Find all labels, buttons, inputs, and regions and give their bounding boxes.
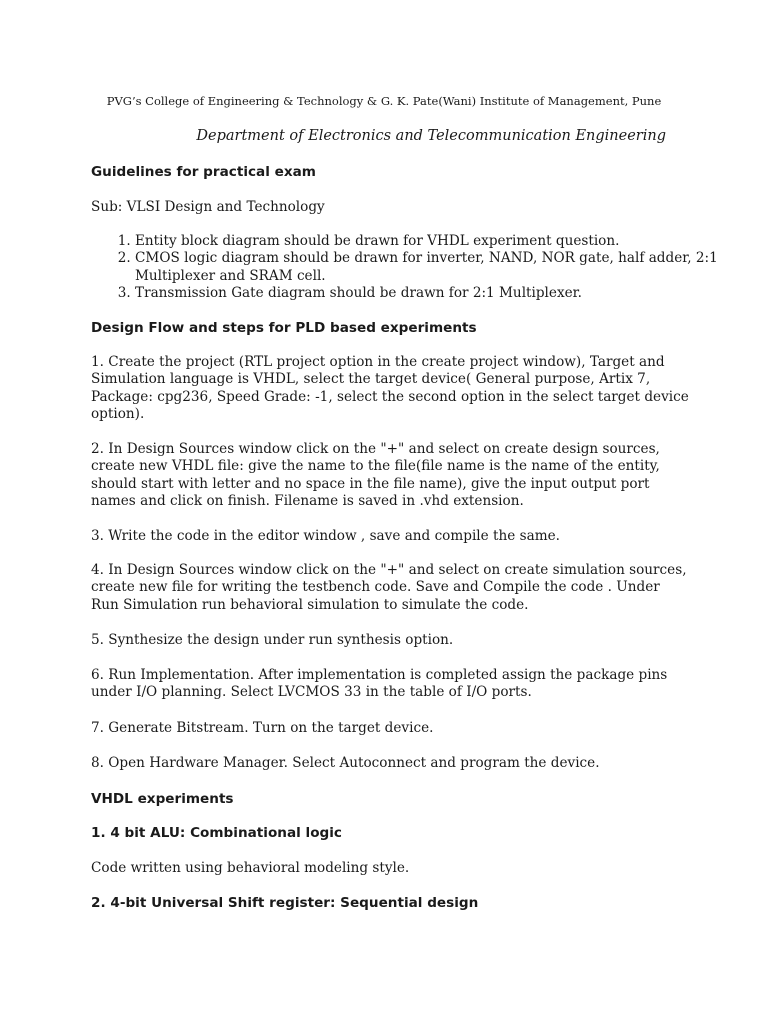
step-7: 7. Generate Bitstream. Turn on the target device. bbox=[91, 720, 434, 736]
experiment-1-title: 1. 4 bit ALU: Combinational logic bbox=[91, 825, 342, 841]
vhdl-heading: VHDL experiments bbox=[91, 791, 234, 807]
department-title: Department of Electronics and Telecommunication Engineering bbox=[196, 128, 666, 144]
step-2: 2. In Design Sources window click on the "+" and select on create design sources, create new VHDL file: give the name to the file(file name is the name of the entity, should start with letter and no space in the file name), give the input output port names and click on finish. Filename is saved in .vhd extension. bbox=[91, 441, 660, 510]
design-flow-heading: Design Flow and steps for PLD based experiments bbox=[91, 320, 477, 336]
guidelines-heading: Guidelines for practical exam bbox=[91, 164, 316, 180]
experiment-1-note: Code written using behavioral modeling style. bbox=[91, 860, 410, 876]
step-4: 4. In Design Sources window click on the "+" and select on create simulation sources, create new file for writing the testbench code. Save and Compile the code . Under Run Simulation run behavioral simulation to simulate the code. bbox=[91, 562, 687, 613]
subject-line: Sub: VLSI Design and Technology bbox=[91, 199, 325, 215]
step-5: 5. Synthesize the design under run synthesis option. bbox=[91, 632, 454, 648]
step-6: 6. Run Implementation. After implementation is completed assign the package pins under I/O planning. Select LVCMOS 33 in the table of I/O ports. bbox=[91, 667, 668, 701]
experiment-2-title: 2. 4-bit Universal Shift register: Sequential design bbox=[91, 895, 479, 911]
institute-header: PVG’s College of Engineering & Technology & G. K. Pate(Wani) Institute of Management, Pune bbox=[106, 94, 662, 108]
list-item: 2. CMOS logic diagram should be drawn for inverter, NAND, NOR gate, half adder, 2:1 Multiplexer and SRAM cell. bbox=[135, 250, 725, 285]
step-3: 3. Write the code in the editor window , save and compile the same. bbox=[91, 528, 560, 544]
step-1: 1. Create the project (RTL project option in the create project window), Target and Simulation language is VHDL, select the target device( General purpose, Artix 7, Package: cpg236, Speed Grade: -1, select the second option in the select target device option). bbox=[91, 354, 689, 423]
list-item: 3. Transmission Gate diagram should be drawn for 2:1 Multiplexer. bbox=[135, 285, 725, 302]
guidelines-list bbox=[91, 233, 725, 303]
list-item: 1. Entity block diagram should be drawn for VHDL experiment question. bbox=[135, 233, 725, 250]
step-8: 8. Open Hardware Manager. Select Autoconnect and program the device. bbox=[91, 755, 600, 771]
